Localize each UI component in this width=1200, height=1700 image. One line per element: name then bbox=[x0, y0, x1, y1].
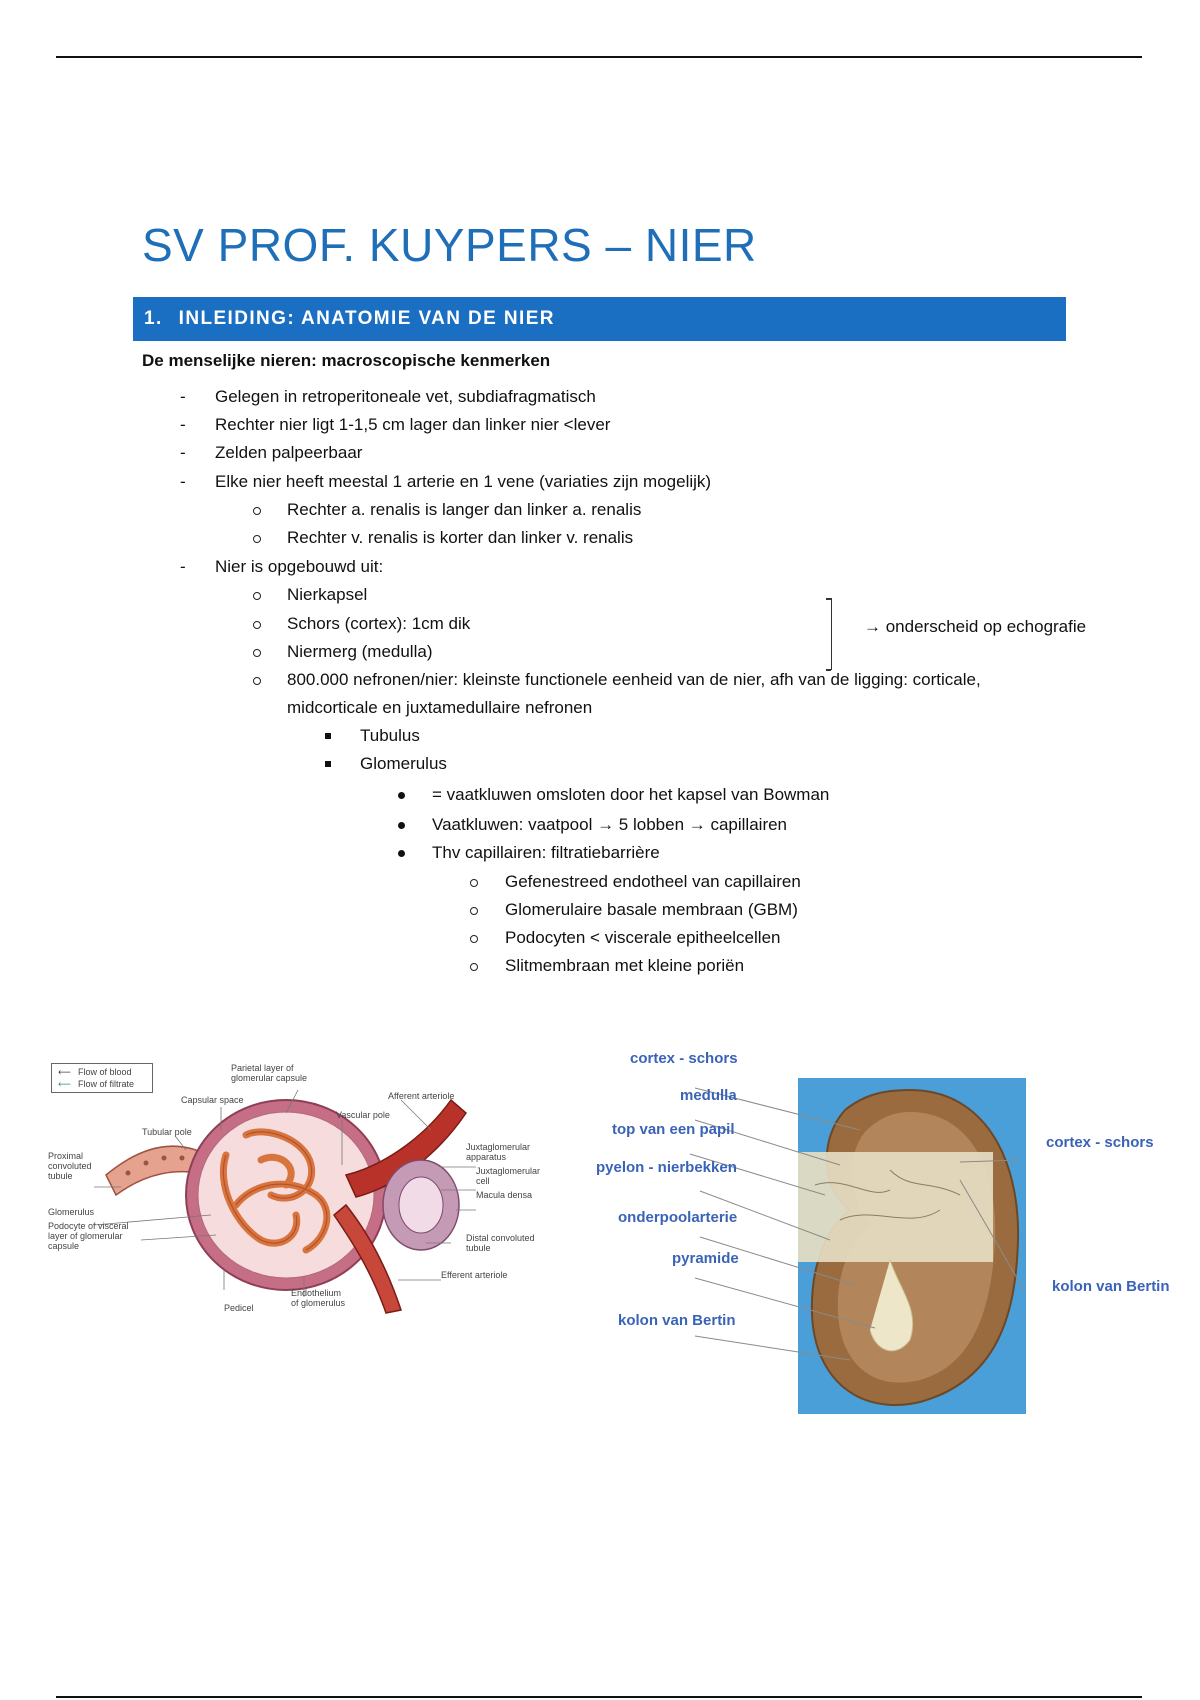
bullet-dot bbox=[398, 850, 405, 857]
list-item: = vaatkluwen omsloten door het kapsel van Bowman bbox=[432, 785, 830, 804]
bullet-circle bbox=[253, 507, 261, 515]
label-parietal-layer: Parietal layer of glomerular capsule bbox=[231, 1063, 308, 1083]
bullet-circle bbox=[470, 907, 478, 915]
section-number: 1. bbox=[144, 308, 163, 329]
label-pyramide: pyramide bbox=[672, 1250, 739, 1267]
bullet-dash: - bbox=[180, 472, 186, 491]
list-item: Schors (cortex): 1cm dik bbox=[287, 614, 471, 633]
bullet-dash: - bbox=[180, 387, 186, 406]
list-item: Rechter a. renalis is langer dan linker a. renalis bbox=[287, 500, 642, 519]
bullet-circle bbox=[470, 935, 478, 943]
list-item: Podocyten < viscerale epitheelcellen bbox=[505, 928, 781, 947]
label-distal-tubule: Distal convoluted tubule bbox=[466, 1233, 535, 1253]
list-item-continuation: midcorticale en juxtamedullaire nefronen bbox=[287, 698, 593, 717]
label-tubular-pole: Tubular pole bbox=[142, 1127, 192, 1137]
bracket bbox=[826, 598, 832, 670]
bullet-circle bbox=[253, 677, 261, 685]
list-item: Niermerg (medulla) bbox=[287, 642, 433, 661]
top-rule bbox=[56, 56, 1142, 58]
label-efferent-arteriole: Efferent arteriole bbox=[441, 1270, 508, 1280]
section-header bbox=[133, 297, 1066, 341]
bullet-circle bbox=[253, 535, 261, 543]
legend-filtrate: Flow of filtrate bbox=[78, 1079, 135, 1089]
bullet-circle bbox=[470, 963, 478, 971]
list-item: Rechter v. renalis is korter dan linker v. renalis bbox=[287, 528, 634, 547]
label-macula-densa: Macula densa bbox=[476, 1190, 533, 1200]
legend-arrow-icon: ⟵ bbox=[58, 1067, 71, 1077]
label-juxtaglomerular-apparatus: Juxtaglomerular apparatus bbox=[466, 1142, 531, 1162]
bullet-square bbox=[325, 733, 331, 739]
list-item: 800.000 nefronen/nier: kleinste functionele eenheid van de nier, afh van de ligging: corticale, bbox=[287, 670, 981, 689]
list-item: Glomerulus bbox=[360, 754, 447, 773]
label-cortex-right: cortex - schors bbox=[1046, 1134, 1154, 1151]
list-item: Gefenestreed endotheel van capillairen bbox=[505, 872, 801, 891]
section-title: INLEIDING: ANATOMIE VAN DE NIER bbox=[178, 308, 555, 329]
bullet-circle bbox=[253, 621, 261, 629]
bullet-circle bbox=[470, 879, 478, 887]
label-cortex-left: cortex - schors bbox=[630, 1050, 738, 1067]
subheading: De menselijke nieren: macroscopische kenmerken bbox=[142, 351, 551, 370]
label-endothelium: Endothelium of glomerulus bbox=[291, 1288, 346, 1308]
list-item: Tubulus bbox=[360, 726, 420, 745]
list-item: Elke nier heeft meestal 1 arterie en 1 vene (variaties zijn mogelijk) bbox=[215, 472, 712, 491]
list-item: Glomerulaire basale membraan (GBM) bbox=[505, 900, 798, 919]
renal-corpuscle-figure bbox=[46, 1055, 566, 1320]
bullet-circle bbox=[253, 592, 261, 600]
legend-blood: Flow of blood bbox=[78, 1067, 132, 1077]
label-onderpoolarterie: onderpoolarterie bbox=[618, 1209, 738, 1226]
list-item: Zelden palpeerbaar bbox=[215, 443, 363, 462]
label-capsular-space: Capsular space bbox=[181, 1095, 244, 1105]
list-item: Slitmembraan met kleine poriën bbox=[505, 956, 745, 975]
bullet-dash: - bbox=[180, 443, 186, 462]
label-papil: top van een papil bbox=[612, 1121, 735, 1138]
label-medulla: medulla bbox=[680, 1087, 737, 1104]
label-afferent-arteriole: Afferent arteriole bbox=[388, 1091, 455, 1101]
label-podocyte: Podocyte of visceral layer of glomerular capsule bbox=[48, 1221, 129, 1251]
list-item: Rechter nier ligt 1-1,5 cm lager dan linker nier <lever bbox=[215, 415, 611, 434]
list-item: Vaatkluwen: vaatpool → 5 lobben → capillairen bbox=[432, 815, 788, 834]
label-pedicel: Pedicel bbox=[224, 1303, 254, 1313]
label-juxtaglomerular-cell: Juxtaglomerular cell bbox=[476, 1166, 541, 1186]
label-glomerulus: Glomerulus bbox=[48, 1207, 95, 1217]
figure-legend bbox=[51, 1063, 153, 1093]
bullet-square bbox=[325, 761, 331, 767]
label-bertin-right: kolon van Bertin bbox=[1052, 1278, 1170, 1295]
list-item: Nier is opgebouwd uit: bbox=[215, 557, 384, 576]
bracket-tick bbox=[826, 598, 831, 600]
page-title: SV PROF. KUYPERS – NIER bbox=[142, 219, 757, 271]
renal-corpuscle-illustration bbox=[46, 1055, 566, 1320]
label-pyelon: pyelon - nierbekken bbox=[596, 1159, 737, 1176]
list-item: Thv capillairen: filtratiebarrière bbox=[432, 843, 660, 862]
bullet-circle bbox=[253, 649, 261, 657]
list-item: Nierkapsel bbox=[287, 585, 368, 604]
bullet-dot bbox=[398, 822, 405, 829]
label-vascular-pole: Vascular pole bbox=[336, 1110, 390, 1120]
legend-arrow-icon: ⟵ bbox=[58, 1079, 71, 1089]
bracket-tick bbox=[826, 669, 831, 671]
list-item: Gelegen in retroperitoneale vet, subdiafragmatisch bbox=[215, 387, 596, 406]
kidney-section-figure bbox=[590, 1050, 1180, 1420]
echography-note: → onderscheid op echografie bbox=[864, 617, 1087, 636]
label-bertin-left: kolon van Bertin bbox=[618, 1312, 736, 1329]
kidney-section-photo bbox=[590, 1050, 1180, 1420]
bullet-dot bbox=[398, 792, 405, 799]
bottom-rule bbox=[56, 1696, 1142, 1698]
label-proximal-tubule: Proximal convoluted tubule bbox=[48, 1151, 92, 1181]
bullet-dash: - bbox=[180, 415, 186, 434]
bullet-dash: - bbox=[180, 557, 186, 576]
